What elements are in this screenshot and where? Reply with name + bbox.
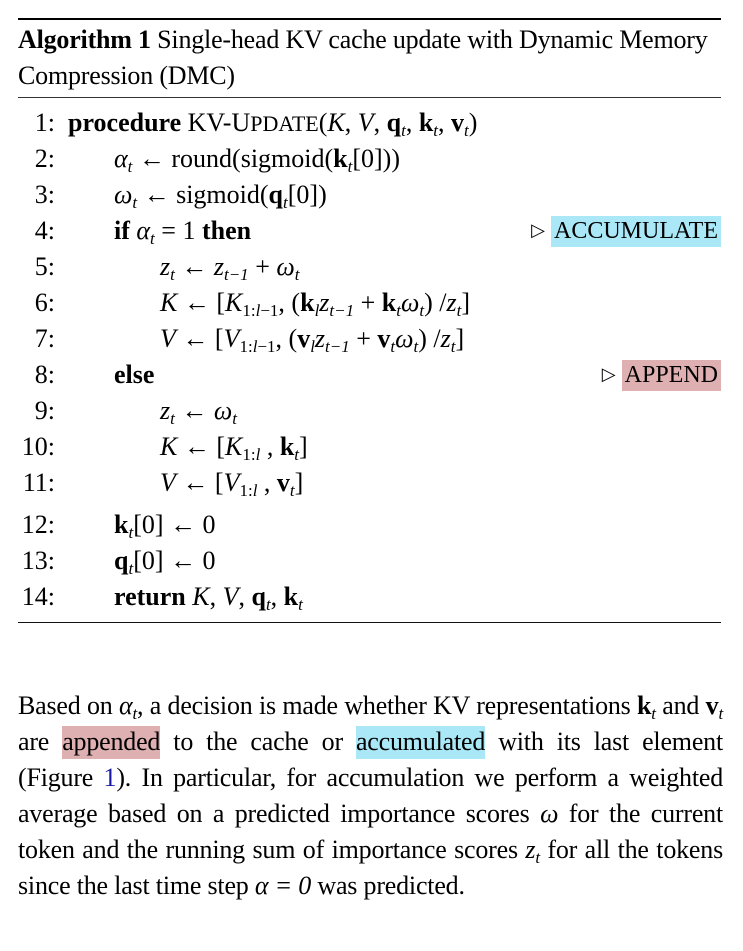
- line-number: 6:: [34, 288, 55, 317]
- line-code: V ← [$V_{1:l}$ , $v_t$]: [160, 468, 304, 500]
- algo-line-7: [0, 322, 743, 356]
- comment-triangle-icon: ▷: [531, 220, 545, 240]
- line-number: 11:: [22, 468, 55, 497]
- line-number: 5:: [34, 252, 55, 281]
- line-number: 4:: [34, 216, 55, 245]
- algo-line-5: [0, 250, 743, 284]
- accumulated-highlight: accumulated: [356, 726, 485, 759]
- line-number: 10:: [21, 432, 55, 461]
- line-number: 2:: [34, 144, 55, 173]
- line-code: V ← [$V_{1:l-1}$, $(v_lz_{t-1} + v_t\omega_t)$ $/z_t$]: [160, 324, 465, 356]
- line-code: K ← [$K_{1:l}$ , $k_t$]: [160, 432, 308, 464]
- line-code: $\alpha_t$ ← $round(sigmoid(k_t[0]))$: [114, 144, 400, 176]
- keyword-procedure: procedure: [68, 108, 182, 137]
- append-highlight: APPEND: [622, 360, 721, 391]
- algo-line-13: [0, 544, 743, 578]
- accumulate-highlight: ACCUMULATE: [551, 216, 721, 247]
- algo-line-12: [0, 508, 743, 542]
- line-code: return K, V, $q_t$, $k_t$: [114, 582, 303, 614]
- algo-line-4: [0, 214, 743, 248]
- algo-line-8: [0, 358, 743, 392]
- line-number: 7:: [34, 324, 55, 353]
- comment-triangle-icon: ▷: [601, 364, 616, 384]
- line-number: 3:: [34, 180, 55, 209]
- algo-line-9: [0, 394, 743, 428]
- line-code: K ← [$K_{1:l-1}$, $(k_lz_{t-1} + k_t\omega_t)$ $/z_t$]: [160, 288, 471, 320]
- algo-line-2: [0, 142, 743, 176]
- algorithm-label: Algorithm 1: [18, 25, 151, 54]
- algo-line-10: [0, 430, 743, 464]
- line-number: 12:: [21, 510, 55, 539]
- line-number: 8:: [34, 360, 55, 389]
- algorithm-caption: [18, 22, 723, 94]
- line-number: 1:: [34, 108, 55, 137]
- algorithm-bottom-rule: [18, 622, 721, 623]
- line-code: else: [114, 360, 155, 389]
- caption-top-rule: [18, 18, 721, 20]
- line-code: $k_t[0]$ ← 0: [114, 510, 216, 542]
- line-number: 9:: [34, 396, 55, 425]
- figure-1-link[interactable]: 1: [103, 763, 117, 792]
- caption-bottom-rule: [18, 97, 721, 98]
- algo-line-6: [0, 286, 743, 320]
- procedure-name: KV-UPDATE: [187, 108, 319, 137]
- line-code: $q_t[0]$ ← 0: [114, 546, 216, 578]
- algo-line-11: [0, 466, 743, 500]
- line-code: procedure KV-UPDATE(K, V, $q_t$, $k_t$, $v_t$): [68, 108, 478, 140]
- line-number: 14:: [21, 582, 55, 611]
- line-code: $z_t$ ← $z_{t-1} + \omega_t$: [160, 252, 300, 284]
- appended-highlight: appended: [62, 726, 160, 759]
- algo-line-3: [0, 178, 743, 212]
- line-code: $\omega_t$ ← $sigmoid(q_t[0])$: [114, 180, 327, 212]
- algo-line-1: [0, 106, 743, 140]
- algorithm-title: Single-head KV cache update with Dynamic Memory Compression (DMC): [18, 25, 708, 90]
- line-code: if $\alpha_t = 1$ then: [114, 216, 252, 248]
- line-code: $z_t$ ← $\omega_t$: [160, 396, 237, 428]
- body-paragraph: Based on $\alpha_t$, a decision is made whether KV representations $k_t$ and $v_t$ are appended to the cache or accumulated with its last element (Figure 1). In particular, for accumulation we perform a weighted average based on a predicted importance scores ω for the current token and the running sum of importance scores $z_t$ for all the tokens since the last time step α = 0 was predicted.: [18, 691, 723, 900]
- algo-line-14: [0, 580, 743, 614]
- comment-accumulate: [531, 214, 721, 249]
- comment-append: [602, 358, 721, 393]
- line-number: 13:: [21, 546, 55, 575]
